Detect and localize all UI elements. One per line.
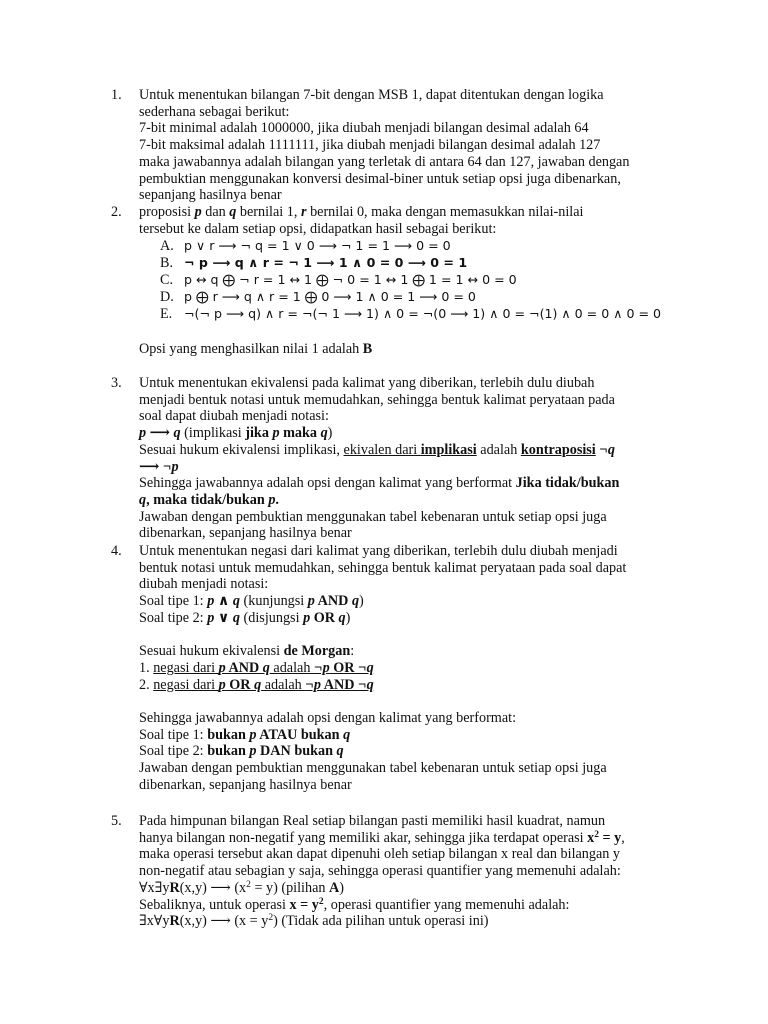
item-3-text: Untuk menentukan ekivalensi pada kalimat yang diberikan, terlebih dulu diubah menjadi bentuk notasi untuk memudahkan, sehingga bentuk kalimat peryataan pada soal dapat diubah menjadi notasi: p ⟶ q (implikasi jika p maka q) Sesuai hukum ekivalensi implikasi, ekivalen dari implikasi adalah kontraposisi ¬q ⟶ ¬p Sehingga jawabannya adalah opsi dengan kalimat yang berformat Jika tidak/bukan q, maka tidak/bukan p. Jawaban dengan pembuktian menggunakan tabel kebenaran untuk setiap opsi juga dibenarkan, sepanjang hasilnya benar (139, 375, 679, 542)
item-2-intro-line: proposisi p dan q bernilai 1, r bernilai 0, maka dengan memasukkan nilai-nilai (139, 204, 584, 220)
item-1-line: sepanjang hasilnya benar (139, 187, 282, 204)
item-2-option-a: A. p ∨ r ⟶ ¬ q = 1 ∨ 0 ⟶ ¬ 1 = 1 ⟶ 0 = 0 (160, 238, 451, 254)
item-1-line: maka jawabannya adalah bilangan yang terletak di antara 64 dan 127, jawaban dengan (139, 153, 630, 170)
item-2-number: 2. (111, 204, 122, 220)
item-2-text (139, 204, 679, 237)
option-c-expression: p ↔ q ⨁ ¬ r = 1 ↔ 1 ⨁ ¬ 0 = 1 ↔ 1 ⨁ 1 = 1 ↔ 0 = 0 (184, 272, 517, 287)
option-d-expression: p ⨁ r ⟶ q ∧ r = 1 ⨁ 0 ⟶ 1 ∧ 0 = 1 ⟶ 0 = 0 (184, 289, 476, 304)
item-1-line: Untuk menentukan bilangan 7-bit dengan MSB 1, dapat ditentukan dengan logika (139, 87, 604, 103)
item-2-intro-line: tersebut ke dalam setiap opsi, didapatkan hasil sebagai berikut: (139, 220, 497, 237)
item-2-option-d: D. p ⨁ r ⟶ q ∧ r = 1 ⨁ 0 ⟶ 1 ∧ 0 = 1 ⟶ 0 = 0 (160, 289, 476, 305)
item-2-option-b: B. ¬ p ⟶ q ∧ r = ¬ 1 ⟶ 1 ∧ 0 = 0 ⟶ 0 = 1 (160, 255, 468, 271)
item-5-text: Pada himpunan bilangan Real setiap bilangan pasti memiliki hasil kuadrat, namun hanya bilangan non-negatif yang memiliki akar, sehingga jika terdapat operasi $x^2 = y$, maka operasi tersebut akan dapat dipenuhi oleh setiap bilangan x real dan bilangan y non-negatif atau sebagian y saja, sehingga operasi quantifier yang memenuhi adalah: ∀x∃yR(x,y) ⟶ $(x^2 = y)$ (pilihan A) Sebaliknya, untuk operasi $x = y^2$, operasi quantifier yang memenuhi adalah: ∃x∀yR(x,y) ⟶ $(x = y^2)$ (Tidak ada pilihan untuk operasi ini) (139, 813, 625, 930)
item-1-line: pembuktian menggunakan konversi desimal-biner untuk setiap opsi juga dibenarkan, (139, 170, 621, 187)
item-4-text: Untuk menentukan negasi dari kalimat yang diberikan, terlebih dulu diubah menjadi bentuk notasi untuk memudahkan, sehingga bentuk kalimat peryataan pada soal dapat diubah menjadi notasi: Soal tipe 1: p ∧ q (kunjungsi p AND q) Soal tipe 2: p ∨ q (disjungsi p OR q) Sesuai hukum ekivalensi de Morgan: 1. negasi dari p AND q adalah ¬p OR ¬q 2. negasi dari p OR q adalah ¬p AND ¬q Sehingga jawabannya adalah opsi dengan kalimat yang berformat: Soal tipe 1: bukan p ATAU bukan q Soal tipe 2: bukan p DAN bukan q Jawaban dengan pembuktian menggunakan tabel kebenaran untuk setiap opsi juga dibenarkan, sepanjang hasilnya benar (139, 543, 627, 793)
item-2-option-e: E. ¬(¬ p ⟶ q) ∧ r = ¬(¬ 1 ⟶ 1) ∧ 0 = ¬(0 ⟶ 1) ∧ 0 = ¬(1) ∧ 0 = 0 ∧ 0 = 0 (160, 306, 662, 322)
item-1-number: 1. (111, 87, 122, 103)
item-4-number: 4. (111, 543, 122, 559)
item-5-number: 5. (111, 813, 122, 829)
item-2-option-c: C. p ↔ q ⨁ ¬ r = 1 ↔ 1 ⨁ ¬ 0 = 1 ↔ 1 ⨁ 1 = 1 ↔ 0 = 0 (160, 272, 517, 288)
item-1-line: sederhana sebagai berikut: (139, 103, 290, 120)
option-e-expression: ¬(¬ p ⟶ q) ∧ r = ¬(¬ 1 ⟶ 1) ∧ 0 = ¬(0 ⟶ 1) ∧ 0 = ¬(1) ∧ 0 = 0 ∧ 0 = 0 (184, 306, 662, 321)
item-1-line: 7-bit minimal adalah 1000000, jika diubah menjadi bilangan desimal adalah 64 (139, 120, 589, 137)
option-a-expression: p ∨ r ⟶ ¬ q = 1 ∨ 0 ⟶ ¬ 1 = 1 ⟶ 0 = 0 (184, 238, 451, 253)
item-3-number: 3. (111, 375, 122, 391)
item-3-notation: p ⟶ q (implikasi jika p maka q) (139, 425, 333, 442)
item-1-line: 7-bit maksimal adalah 1111111, jika diubah menjadi bilangan desimal adalah 127 (139, 137, 601, 154)
item-2-conclusion: Opsi yang menghasilkan nilai 1 adalah B (139, 341, 373, 357)
item-1-text (139, 87, 679, 204)
option-b-expression: ¬ p ⟶ q ∧ r = ¬ 1 ⟶ 1 ∧ 0 = 0 ⟶ 0 = 1 (184, 255, 468, 270)
